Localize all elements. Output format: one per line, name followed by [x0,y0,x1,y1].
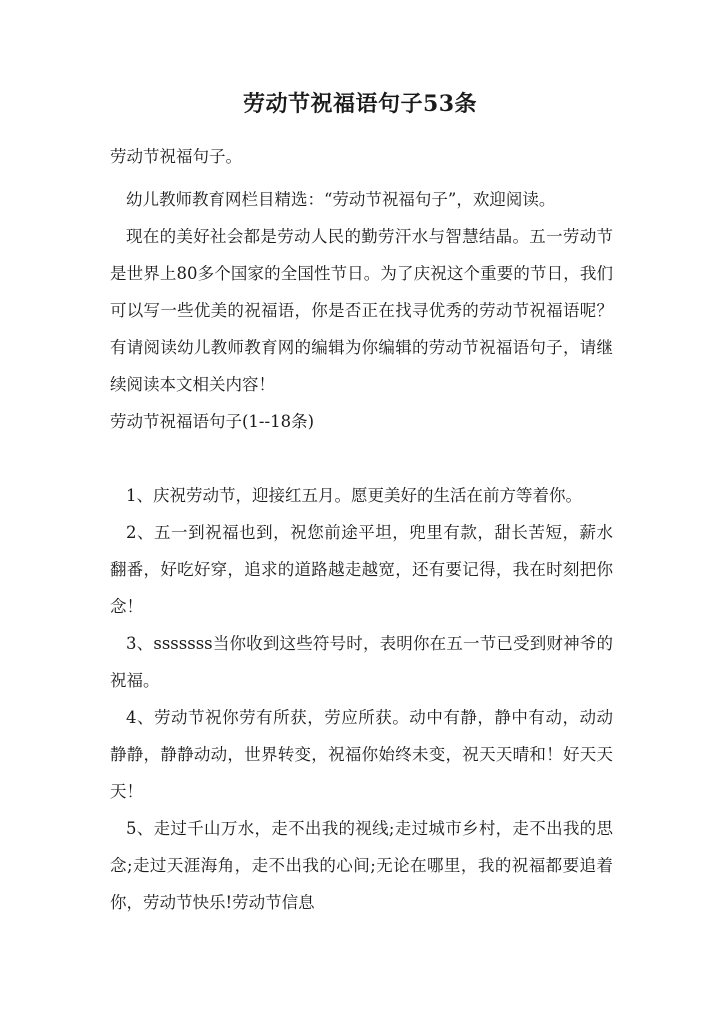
description-paragraph: 现在的美好社会都是劳动人民的勤劳汗水与智慧结晶。五一劳动节是世界上80多个国家的全国性节日。为了庆祝这个重要的节日，我们可以写一些优美的祝福语，你是否正在找寻优秀的劳动节祝福语呢？有请阅读幼儿教师教育网的编辑为你编辑的劳动节祝福语句子，请继续阅读本文相关内容！ [110,227,613,394]
list-item: 3、sssssss当你收到这些符号时，表明你在五一节已受到财神爷的祝福。 [110,634,613,690]
intro-paragraph: 劳动节祝福句子。 [110,147,242,166]
document-title: 劳动节祝福语句子53条 [242,91,478,117]
source-paragraph: 幼儿教师教育网栏目精选：“劳动节祝福句子”，欢迎阅读。 [126,190,556,209]
list-item: 5、走过千山万水，走不出我的视线;走过城市乡村，走不出我的思念;走过天涯海角，走不出我的心间;无论在哪里，我的祝福都要追着你，劳动节快乐!劳动节信息 [110,819,613,912]
list-item: 2、五一到祝福也到，祝您前途平坦，兜里有款，甜长苦短，薪水翻番，好吃好穿，追求的道路越走越宽，还有要记得，我在时刻把你念！ [110,523,613,616]
list-item: 4、劳动节祝你劳有所获，劳应所获。动中有静，静中有动，动动静静，静静动动，世界转变，祝福你始终未变，祝天天晴和！好天天天！ [110,708,613,801]
list-item: 1、庆祝劳动节，迎接红五月。愿更美好的生活在前方等着你。 [126,486,582,505]
section-heading: 劳动节祝福语句子(1--18条) [110,412,315,431]
document-body [110,138,613,921]
